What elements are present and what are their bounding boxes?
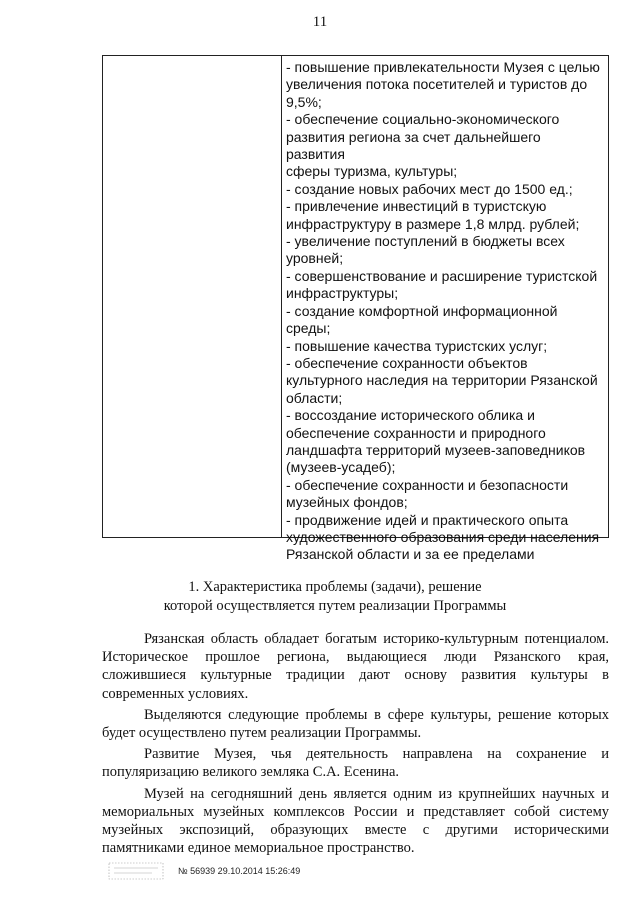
table-line: - продвижение идей и практического опыта (286, 511, 569, 528)
table-line: - повышение качества туристских услуг; (286, 337, 548, 354)
body-text (102, 630, 609, 860)
section-title-line: 1. Характеристика проблемы (задачи), решение (188, 579, 482, 595)
table-line: культурного наследия на территории Рязанской (286, 372, 598, 389)
paragraph: Музей на сегодняшний день является одним из крупнейших научных и мемориальных музейных комплексов России и представляет собой систему музейных экспозиций, образующих вместе с другими историческими памятниками единое мемориальное пространство. (102, 785, 609, 857)
goals-table (102, 55, 609, 563)
paragraph: Рязанская область обладает богатым историко-культурным потенциалом. Историческое прошлое региона, выдающиеся люди Рязанского края, сложившиеся культурные традиции дают основу развития культуры в современных условиях. (102, 631, 609, 702)
table-line: - обеспечение сохранности и безопасности (286, 476, 569, 493)
table-line: инфраструктуры; (286, 285, 399, 302)
document-registration: № 56939 29.10.2014 15:26:49 (178, 866, 301, 876)
table-line: инфраструктуру в размере 1,8 млрд. рублей; (286, 215, 580, 232)
table-line: - совершенствование и расширение туристской (286, 267, 598, 284)
page-number: 11 (312, 14, 328, 30)
table-line: художественного образования среди населения (286, 528, 600, 545)
table-line: - обеспечение сохранности объектов (286, 354, 528, 371)
table-line: - привлечение инвестиций в туристскую (286, 198, 547, 215)
table-line: ландшафта территорий музеев-заповедников (286, 441, 586, 458)
paragraph: Выделяются следующие проблемы в сфере культуры, решение которых будет осуществлено путем реализации Программы. (102, 706, 609, 742)
table-line: сферы туризма, культуры; (286, 163, 458, 180)
table-line: уровней; (286, 250, 344, 267)
table-line: музейных фондов; (286, 494, 408, 511)
table-line: - создание комфортной информационной среды; (286, 302, 558, 337)
footer (108, 860, 300, 882)
table-line: - создание новых рабочих мест до 1500 ед.; (286, 180, 573, 197)
section-title-line: которой осуществляется путем реализации Программы (163, 597, 507, 614)
table-line: Рязанской области и за ее пределами (286, 546, 535, 563)
section-title (70, 578, 600, 615)
table-line: области; (286, 389, 343, 406)
table-line: - воссоздание исторического облика и (286, 407, 535, 424)
table-line: увеличения потока посетителей и туристов до (286, 76, 588, 93)
document-stamp-icon (108, 860, 164, 882)
table-line: 9,5%; (286, 93, 322, 110)
table-line: - обеспечение социально-экономического (286, 111, 560, 128)
paragraph: Развитие Музея, чья деятельность направлена на сохранение и популяризацию великого земляка С.А. Есенина. (102, 746, 609, 781)
table-line: - увеличение поступлений в бюджеты всех (286, 233, 565, 250)
table-left-cell (103, 56, 282, 537)
table-right-cell (282, 56, 608, 563)
table-line: развития региона за счет дальнейшего развития (286, 128, 541, 163)
table-line: - повышение привлекательности Музея с целью (286, 59, 600, 75)
table-line: (музеев-усадеб); (286, 459, 396, 476)
table-line: обеспечение сохранности и природного (286, 424, 546, 441)
